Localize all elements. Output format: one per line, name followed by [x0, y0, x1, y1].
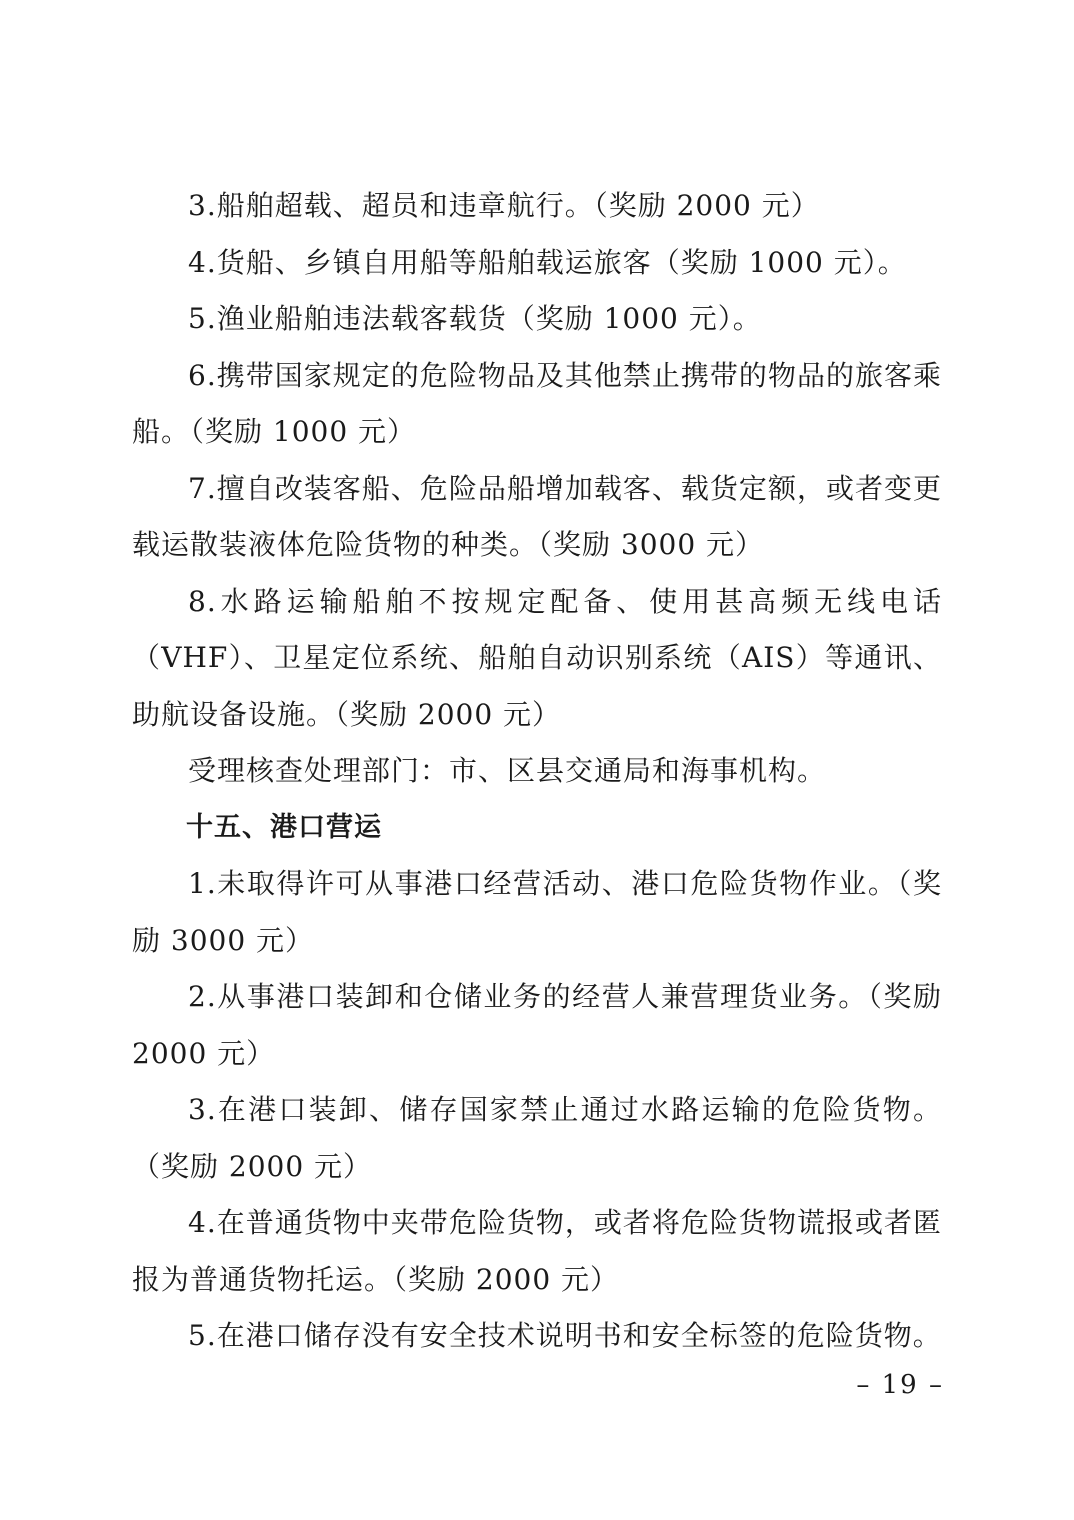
paragraph-item-6: 6.携带国家规定的危险物品及其他禁止携带的物品的旅客乘船。（奖励 1000 元） [132, 358, 942, 448]
paragraph-item-5: 5.渔业船舶违法载客载货（奖励 1000 元）。 [188, 302, 762, 335]
document-body [132, 178, 942, 1365]
port-item-3: 3.在港口装卸、储存国家禁止通过水路运输的危险货物。（奖励 2000 元） [132, 1093, 942, 1183]
page-number: – 19 – [856, 1370, 944, 1400]
paragraph-item-8: 8.水路运输船舶不按规定配备、使用甚高频无线电话（VHF）、卫星定位系统、船舶自动识别系统（AIS）等通讯、助航设备设施。（奖励 2000 元） [132, 584, 942, 731]
port-item-2: 2.从事港口装卸和仓储业务的经营人兼营理货业务。（奖励 2000 元） [132, 980, 942, 1070]
paragraph-item-4: 4.货船、乡镇自用船等船舶载运旅客（奖励 1000 元）。 [188, 245, 907, 279]
port-item-1: 1.未取得许可从事港口经营活动、港口危险货物作业。（奖励 3000 元） [132, 867, 942, 957]
port-item-4: 4.在普通货物中夹带危险货物，或者将危险货物谎报或者匿报为普通货物托运。（奖励 2000 元） [132, 1206, 942, 1296]
section-heading-port-operations: 十五、港口营运 [186, 811, 382, 843]
paragraph-item-3: 3.船舶超载、超员和违章航行。（奖励 2000 元） [188, 189, 820, 222]
paragraph-item-7: 7.擅自改装客船、危险品船增加载客、载货定额，或者变更载运散装液体危险货物的种类。（奖励 3000 元） [132, 471, 942, 561]
handling-department-paragraph: 受理核查处理部门：市、区县交通局和海事机构。 [188, 754, 827, 787]
port-item-5: 5.在港口储存没有安全技术说明书和安全标签的危险货物。 [188, 1319, 942, 1352]
